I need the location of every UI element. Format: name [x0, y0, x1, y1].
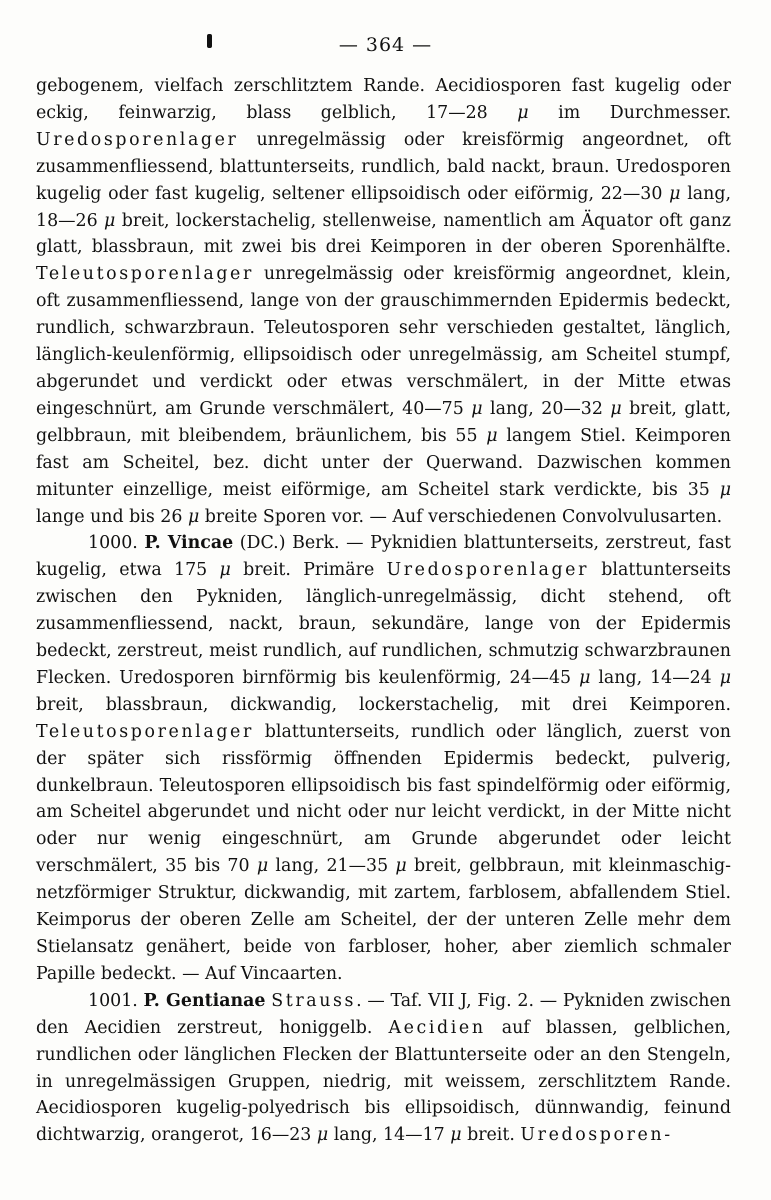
- species-name: P. Vincae: [144, 533, 234, 554]
- species-name: P. Gentianae: [143, 990, 266, 1011]
- micron-symbol: μ: [719, 667, 731, 688]
- micron-symbol: μ: [486, 425, 498, 446]
- micron-symbol: μ: [316, 1125, 329, 1146]
- text-run: breit, gelbbraun, mit kleinmaschig-netzförmiger Struktur, dickwandig, mit zartem, farblosem, abfallendem Stiel. Keimporus der oberen Zelle am Scheitel, der der unteren Zelle mehr dem Stielansatz genähert, beide von farbloser, hoher, aber ziemlich schmaler Papille bedeckt. — Auf Vincaarten.: [36, 856, 732, 984]
- text-run: lang, 21—35: [268, 856, 396, 877]
- text-run: lang, 14—24: [590, 667, 720, 688]
- text-run: lang, 20—32: [482, 398, 611, 419]
- text-run: . — Taf. VII J, Fig. 2. — Pykniden zwischen den Aecidien zerstreut, honiggelb.: [36, 990, 731, 1038]
- paragraph-entry-1000: [36, 530, 731, 987]
- text-run: blattunterseits zwischen den Pykniden, länglich-unregelmässig, dicht stehend, oft zusammenfliessend, nackt, braun, sekundäre, lange von der Epidermis bedeckt, zerstreut, meist rundlich, auf rundlichen, schmutzig schwarzbraunen Flecken. Uredosporen birnförmig bis keulenförmig, 24—45: [36, 560, 731, 688]
- spaced-term: Strauss: [271, 990, 357, 1011]
- text-run: breit, blassbraun, dickwandig, lockerstachelig, mit drei Keimporen.: [36, 694, 731, 715]
- body-text: [36, 73, 731, 1149]
- text-run: auf blassen, gelblichen, rundlichen oder länglichen Flecken der Blattunterseite oder an den Stengeln, in unregelmässigen Gruppen, niedrig, mit weissem, zerschlitztem Rande. Aecidiosporen kugelig-polyedrisch bis ellipsoidisch, dünnwandig, feinund dichtwarzig, orangerot, 16—23: [36, 1017, 731, 1146]
- text-run: unregelmässig oder kreisförmig angeordnet, klein, oft zusammenfliessend, lange von der grauschimmernden Epidermis bedeckt, rundlich, schwarzbraun. Teleutosporen sehr verschieden gestaltet, länglich, länglich-keulenförmig, ellipsoidisch oder unregelmässig, am Scheitel stumpf, abgerundet und verdickt oder etwas verschmälert, in der Mitte etwas eingeschnürt, am Grunde verschmälert, 40—75: [36, 264, 731, 419]
- paragraph-entry-1001: [36, 988, 731, 1149]
- page-number: — 364 —: [338, 34, 433, 56]
- micron-symbol: μ: [517, 102, 529, 123]
- micron-symbol: μ: [256, 856, 269, 877]
- text-run: 1000.: [88, 533, 145, 554]
- micron-symbol: μ: [187, 506, 200, 527]
- text-run: breit.: [461, 1125, 521, 1146]
- micron-symbol: μ: [669, 183, 681, 204]
- text-run: lang, 18—26: [36, 183, 731, 231]
- text-run: breit, lockerstachelig, stellenweise, namentlich am Äquator oft ganz glatt, blassbraun, mit zwei bis drei Keimporen in der oberen Sporenhälfte.: [36, 210, 731, 258]
- spaced-term: Aecidien: [388, 1017, 486, 1038]
- text-run: lange und bis 26: [36, 506, 188, 527]
- spaced-term: Uredosporenlager: [36, 129, 239, 150]
- text-run: (DC.) Berk. — Pyknidien blattunterseits, zerstreut, fast kugelig, etwa 175: [36, 533, 731, 581]
- micron-symbol: μ: [450, 1125, 462, 1146]
- text-run: langem Stiel. Keimporen fast am Scheitel, bez. dicht unter der Querwand. Dazwischen kommen mitunter einzellige, meist eiförmige, am Scheitel stark verdickte, bis 35: [36, 425, 731, 500]
- text-run: lang, 14—17: [328, 1125, 451, 1146]
- text-run: blattunterseits, rundlich oder länglich, zuerst von der später sich rissförmig öffnenden Epidermis bedeckt, pulverig, dunkelbraun. Teleutosporen ellipsoidisch bis fast spindelförmig oder eiförmig, am Scheitel abgerundet und nicht oder nur leicht verdickt, in der Mitte nicht oder nur wenig eingeschnürt, am Grunde abgerundet oder leicht verschmälert, 35 bis 70: [36, 721, 731, 877]
- micron-symbol: μ: [395, 856, 407, 877]
- text-run: 1001.: [88, 990, 144, 1011]
- paragraph-continuation: [36, 73, 731, 530]
- text-run: im Durchmesser.: [528, 102, 732, 123]
- spaced-term: Uredosporen-: [520, 1125, 673, 1146]
- micron-symbol: μ: [610, 398, 622, 419]
- text-run: unregelmässig oder kreisförmig angeordnet, oft zusammenfliessend, blattunterseits, rundlich, bald nackt, braun. Uredosporen kugelig oder fast kugelig, seltener ellipsoidisch oder eiförmig, 22—30: [36, 129, 731, 204]
- text-run: gebogenem, vielfach zerschlitztem Rande. Aecidiosporen fast kugelig oder eckig, feinwarzig, blass gelblich, 17—28: [36, 76, 731, 123]
- micron-symbol: μ: [579, 667, 591, 688]
- text-run: breit, glatt, gelbbraun, mit bleibendem, bräunlichem, bis 55: [36, 398, 731, 446]
- text-run: breit. Primäre: [230, 560, 387, 581]
- spaced-term: Teleutosporenlager: [36, 721, 254, 742]
- spaced-term: Teleutosporenlager: [36, 264, 254, 285]
- micron-symbol: μ: [471, 398, 483, 419]
- spaced-term: Uredosporenlager: [386, 560, 589, 581]
- text-run: breite Sporen vor. — Auf verschiedenen Convolvulusarten.: [199, 506, 723, 527]
- micron-symbol: μ: [719, 479, 731, 500]
- micron-symbol: μ: [104, 210, 116, 231]
- micron-symbol: μ: [219, 560, 231, 581]
